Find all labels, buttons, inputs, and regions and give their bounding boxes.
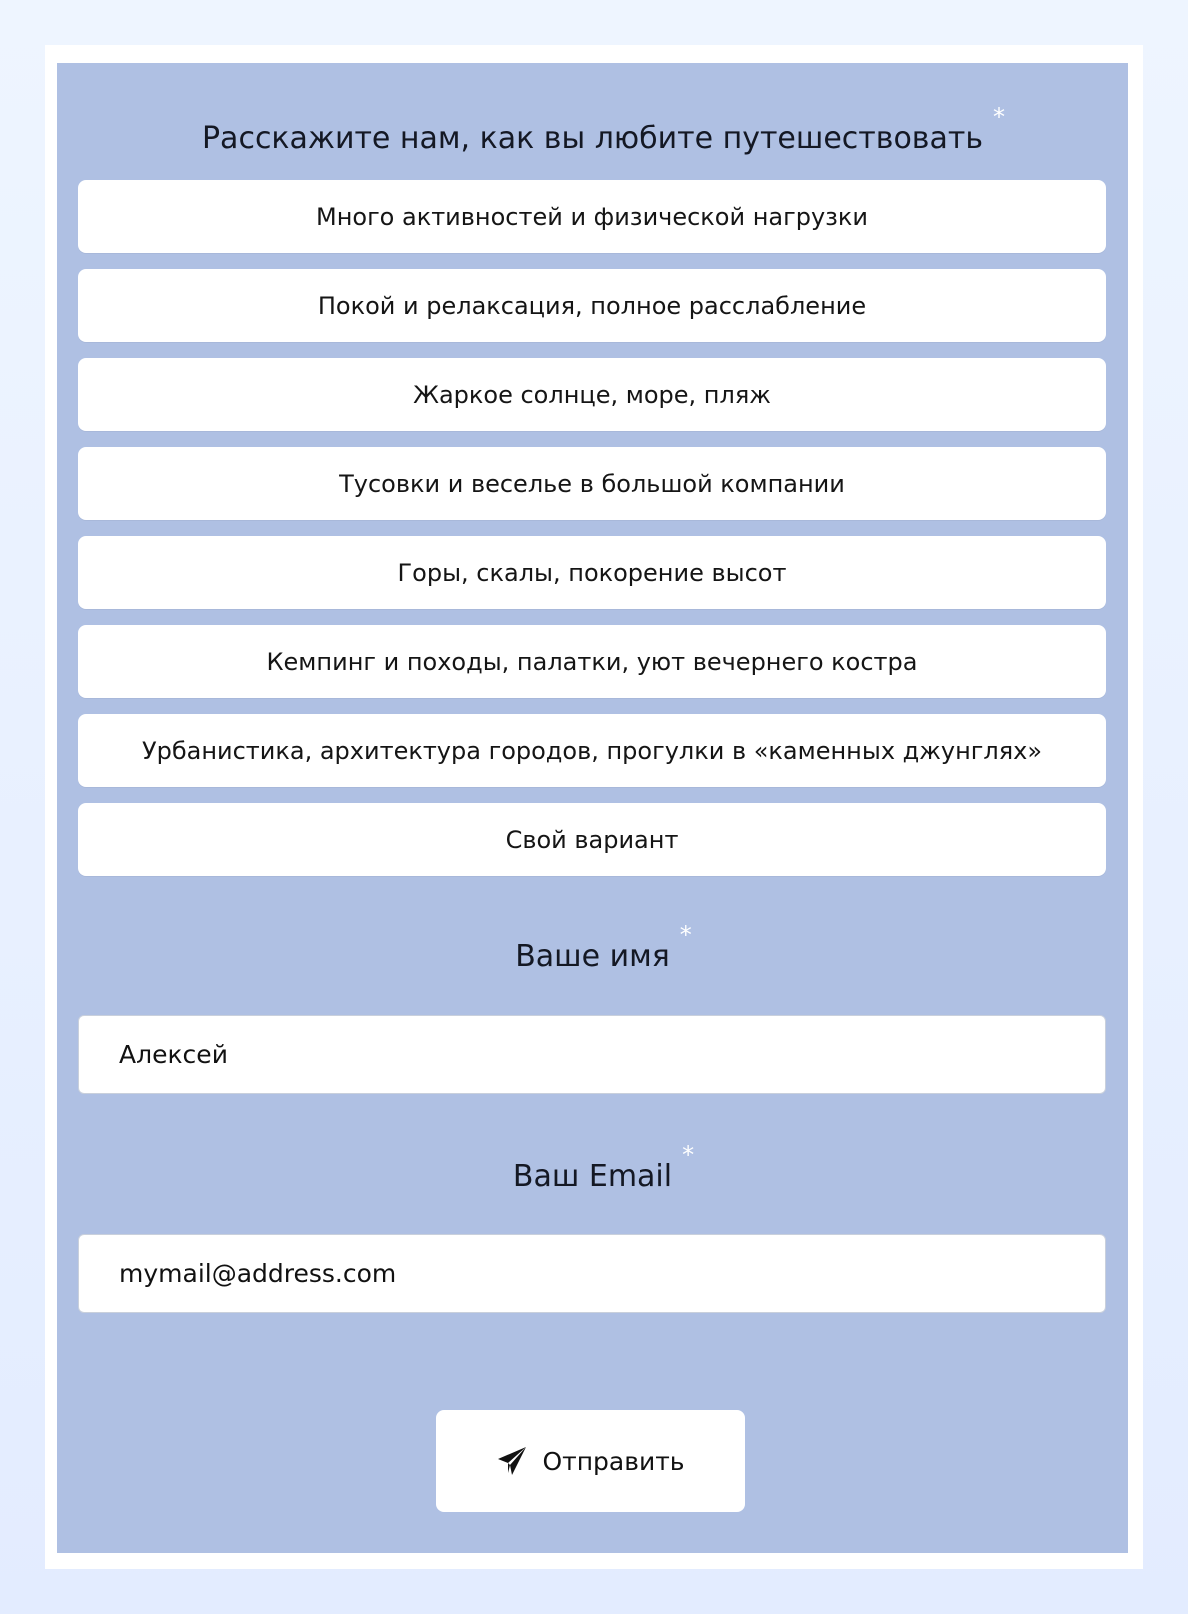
form-panel [57, 63, 1128, 1553]
required-mark: * [993, 103, 1006, 131]
required-mark: * [682, 1141, 695, 1169]
option-label: Жаркое солнце, море, пляж [413, 380, 771, 409]
name-label-text: Ваше имя [515, 939, 670, 974]
paper-plane-icon [496, 1445, 528, 1477]
option-label: Покой и релаксация, полное расслабление [317, 291, 867, 320]
form-card [45, 45, 1143, 1569]
travel-question-title [57, 103, 1128, 159]
option-beach[interactable] [78, 358, 1106, 431]
option-urban[interactable] [78, 714, 1106, 787]
email-input[interactable] [78, 1234, 1106, 1313]
option-label: Кемпинг и походы, палатки, уют вечернего костра [266, 647, 918, 676]
option-mountains[interactable] [78, 536, 1106, 609]
option-label: Горы, скалы, покорение высот [397, 558, 787, 587]
travel-question-title-wrap [201, 103, 1006, 159]
option-label: Урбанистика, архитектура городов, прогулки в «каменных джунглях» [141, 736, 1043, 765]
email-label-wrap [512, 1141, 695, 1197]
name-label-wrap [515, 921, 692, 977]
option-active-travel[interactable] [78, 180, 1106, 253]
name-input[interactable] [78, 1015, 1106, 1094]
name-field-label [57, 921, 1128, 977]
option-label: Много активностей и физической нагрузки [315, 202, 869, 231]
option-relaxation[interactable] [78, 269, 1106, 342]
option-party[interactable] [78, 447, 1106, 520]
submit-button[interactable] [436, 1410, 745, 1512]
option-camping[interactable] [78, 625, 1106, 698]
option-custom[interactable] [78, 803, 1106, 876]
required-mark: * [679, 921, 692, 949]
option-label: Свой вариант [505, 825, 679, 854]
email-label-text: Ваш Email [512, 1159, 673, 1194]
travel-question-text: Расскажите нам, как вы любите путешествовать [201, 121, 984, 156]
submit-label: Отправить [542, 1446, 685, 1476]
email-field-label [57, 1141, 1128, 1197]
option-label: Тусовки и веселье в большой компании [339, 469, 845, 498]
